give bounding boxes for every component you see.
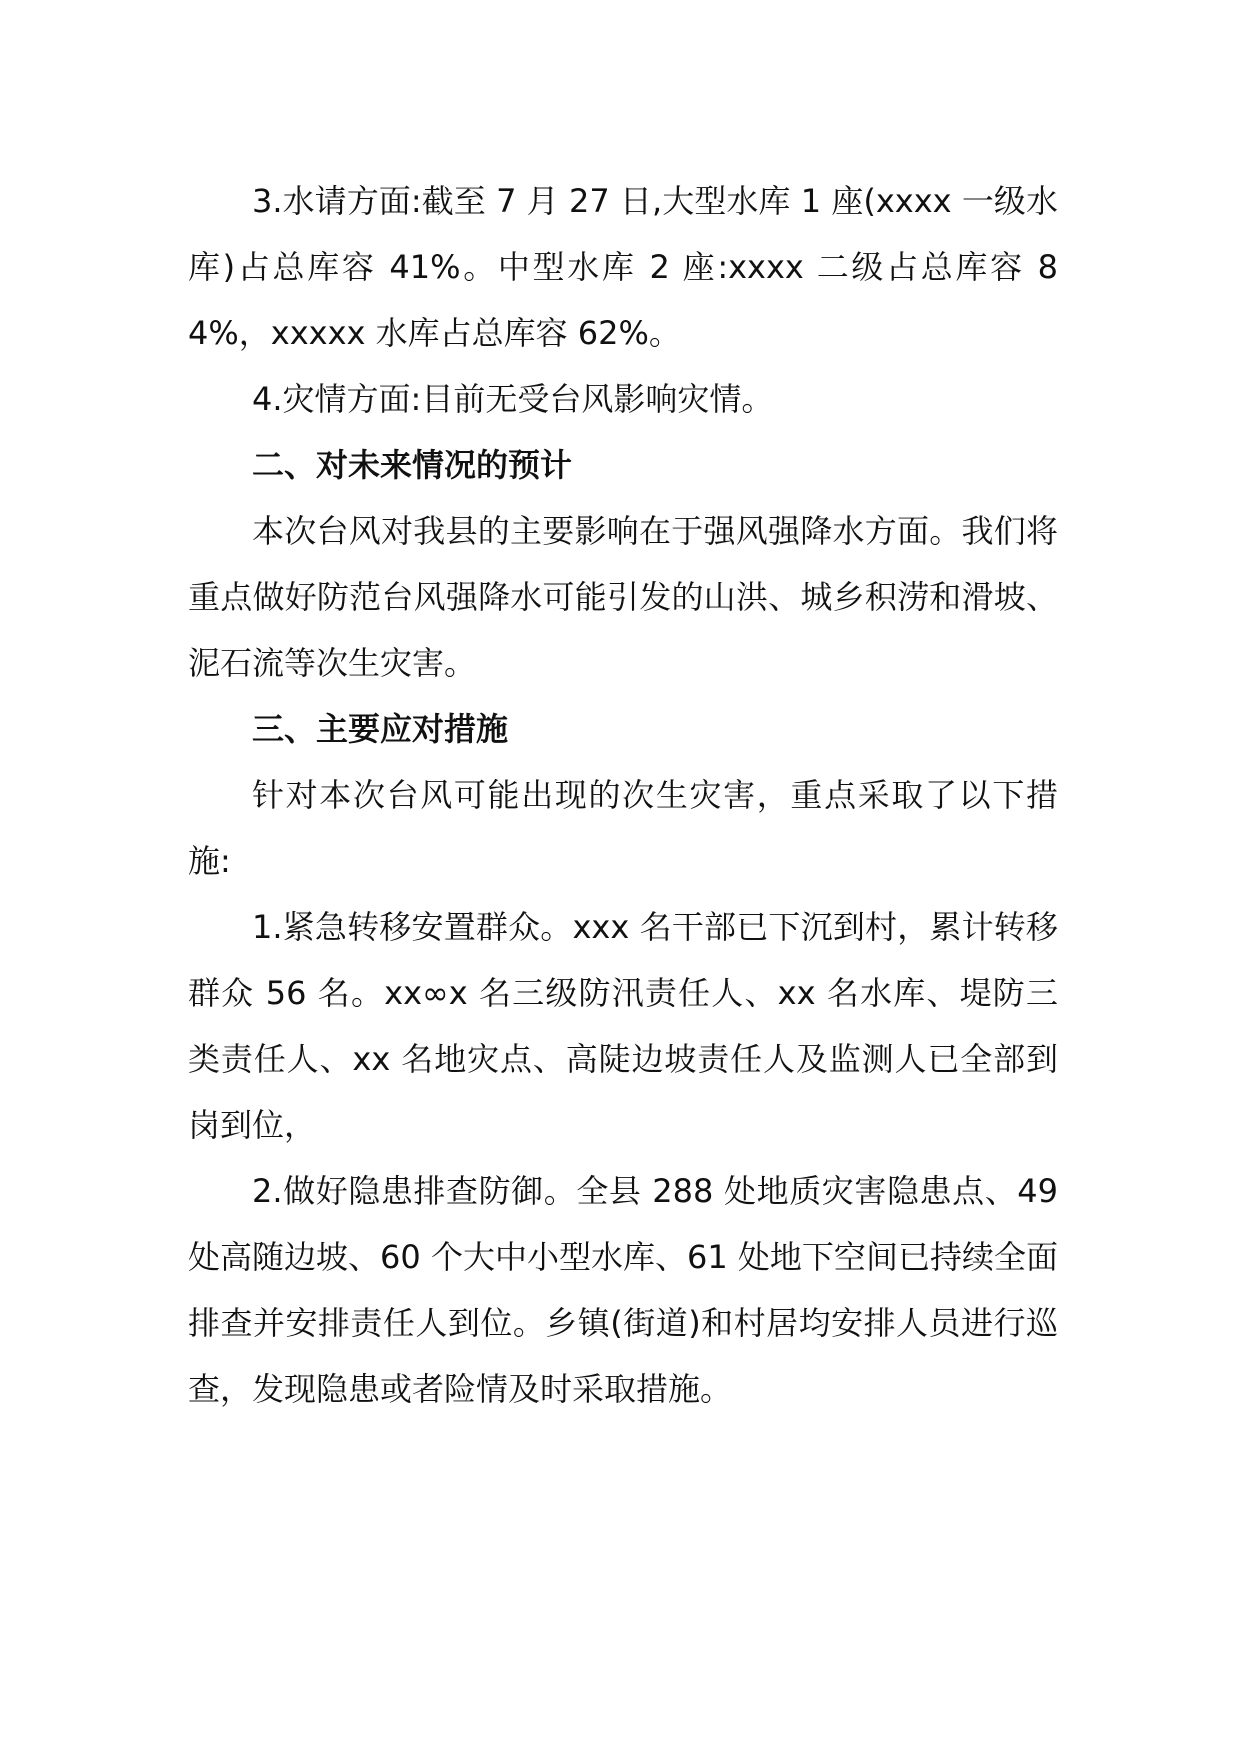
paragraph-measure-inspection: 2.做好隐患排查防御。全县 288 处地质灾害隐患点、49 处高随边坡、60 个大中小型水库、61 处地下空间已持续全面排查并安排责任人到位。乡镇(街道)和村居均安排人员进行巡查，发现隐患或者险情及时采取措施。 (188, 1172, 1058, 1408)
paragraph-forecast: 本次台风对我县的主要影响在于强风强降水方面。我们将重点做好防范台风强降水可能引发的山洪、城乡积涝和滑坡、泥石流等次生灾害。 (188, 512, 1058, 682)
document-body (188, 168, 1058, 1422)
paragraph-disaster-status: 4.灾情方面:目前无受台风影响灾情。 (252, 380, 774, 418)
paragraph-water-status: 3.水请方面:截至 7 月 27 日,大型水库 1 座(xxxx 一级水库)占总库容 41%。中型水库 2 座:xxxx 二级占总库容 84%，xxxxx 水库占总库容 62%。 (188, 182, 1058, 352)
paragraph-measures-intro: 针对本次台风可能出现的次生灾害，重点采取了以下措施: (188, 776, 1058, 880)
section-heading-forecast: 二、对未来情况的预计 (252, 446, 573, 484)
paragraph-measure-evacuation: 1.紧急转移安置群众。xxx 名干部已下沉到村，累计转移群众 56 名。xx∞x 名三级防汛责任人、xx 名水库、堤防三类责任人、xx 名地灾点、高陡边坡责任人及监测人已全部到岗到位， (188, 908, 1058, 1144)
section-heading-measures: 三、主要应对措施 (252, 710, 509, 748)
